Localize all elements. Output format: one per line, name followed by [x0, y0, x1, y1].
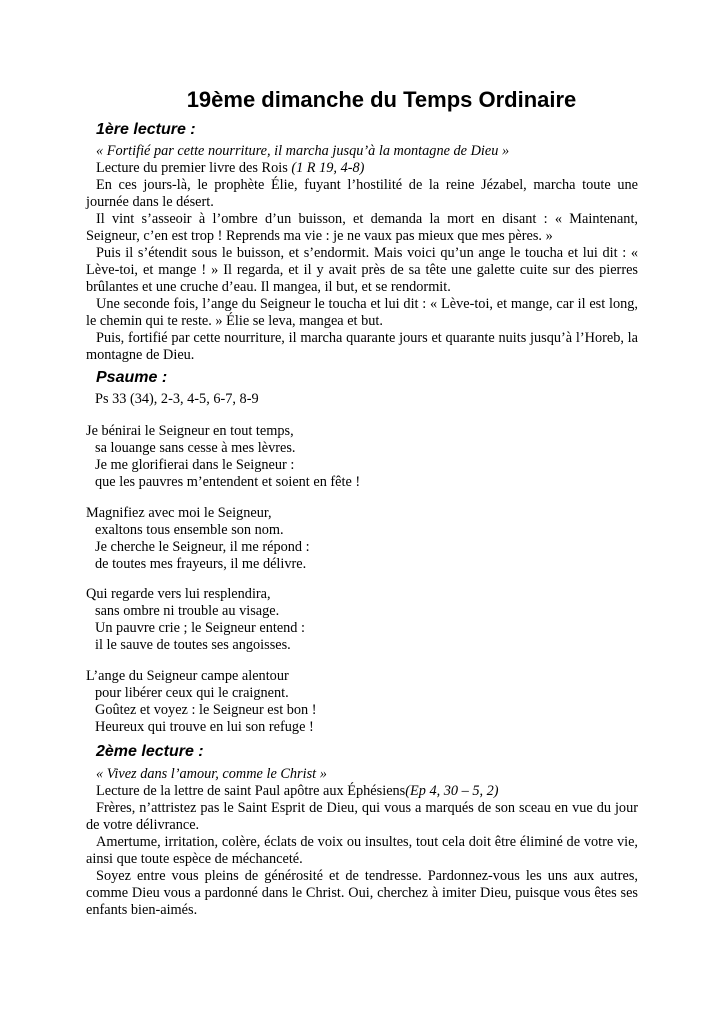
- psalm-line: exaltons tous ensemble son nom.: [95, 522, 284, 538]
- psalm-line: Qui regarde vers lui resplendira,: [86, 586, 271, 602]
- reading1-source-text: Lecture du premier livre des Rois: [96, 160, 292, 176]
- reading1-body: [86, 143, 638, 364]
- psalm-heading: Psaume :: [96, 369, 168, 386]
- psalm-stanza: [86, 505, 638, 573]
- reading2-quote: « Vivez dans l’amour, comme le Christ »: [96, 766, 327, 782]
- psalm-stanza: [86, 586, 638, 654]
- reading2-heading: 2ème lecture :: [96, 743, 204, 760]
- reading1-quote: « Fortifié par cette nourriture, il marcha jusqu’à la montagne de Dieu »: [96, 143, 510, 159]
- reading1-heading: 1ère lecture :: [96, 121, 196, 138]
- psalm-line: pour libérer ceux qui le craignent.: [95, 685, 289, 701]
- reading1-paragraph: Puis, fortifié par cette nourriture, il marcha quarante jours et quarante nuits jusqu’à l’Horeb, la montagne de Dieu.: [86, 330, 638, 363]
- reading1-paragraph: Il vint s’asseoir à l’ombre d’un buisson, et demanda la mort en disant : « Maintenant, Seigneur, c’en est trop ! Reprends ma vie : je ne vaux pas mieux que mes pères. »: [86, 211, 638, 244]
- psalm-line: Magnifiez avec moi le Seigneur,: [86, 505, 272, 521]
- psalm-line: que les pauvres m’entendent et soient en fête !: [95, 474, 361, 490]
- reading2-source: [86, 783, 638, 800]
- psalm-line: Heureux qui trouve en lui son refuge !: [95, 719, 314, 735]
- reading2-paragraph: Frères, n’attristez pas le Saint Esprit de Dieu, qui vous a marqués de son sceau en vue du jour de votre délivrance.: [86, 800, 638, 833]
- psalm-line: sans ombre ni trouble au visage.: [95, 603, 280, 619]
- psalm-line: de toutes mes frayeurs, il me délivre.: [95, 556, 307, 572]
- reading2-source-ref: (Ep 4, 30 – 5, 2): [405, 783, 499, 799]
- reading1-source-ref: (1 R 19, 4-8): [291, 160, 365, 176]
- page-title: 19ème dimanche du Temps Ordinaire: [186, 87, 577, 112]
- psalm-line: L’ange du Seigneur campe alentour: [86, 668, 289, 684]
- reading1-paragraph: Puis il s’étendit sous le buisson, et s’endormit. Mais voici qu’un ange le toucha et lui dit : « Lève-toi, et mange ! » Il regarda, et il y avait près de sa tête une galette cuite sur des pierres brûlantes et une cruche d’eau. Il mangea, il but, et se rendormit.: [86, 245, 638, 295]
- reading1-paragraph: Une seconde fois, l’ange du Seigneur le toucha et lui dit : « Lève-toi, et mange, car il est long, le chemin qui te reste. » Élie se leva, mangea et but.: [86, 296, 638, 329]
- psalm-ref: Ps 33 (34), 2-3, 4-5, 6-7, 8-9: [95, 391, 259, 407]
- reading1-paragraph: En ces jours-là, le prophète Élie, fuyant l’hostilité de la reine Jézabel, marcha toute une journée dans le désert.: [86, 177, 638, 210]
- reading2-paragraph: Soyez entre vous pleins de générosité et de tendresse. Pardonnez-vous les uns aux autres, comme Dieu vous a pardonné dans le Christ. Oui, cherchez à imiter Dieu, puisque vous êtes ses enfants bien-aimés.: [86, 868, 638, 918]
- psalm-line: Je bénirai le Seigneur en tout temps,: [86, 423, 294, 439]
- psalm-ref-block: [86, 391, 638, 408]
- psalm-line: il le sauve de toutes ses angoisses.: [95, 637, 291, 653]
- reading2-paragraph: Amertume, irritation, colère, éclats de voix ou insultes, tout cela doit être éliminé de votre vie, ainsi que toute espèce de méchanceté.: [86, 834, 638, 867]
- psalm-stanza: [86, 668, 638, 736]
- reading2-source-text: Lecture de la lettre de saint Paul apôtre aux Éphésiens: [96, 783, 406, 799]
- psalm-line: Je me glorifierai dans le Seigneur :: [95, 457, 295, 473]
- psalm-stanza: [86, 423, 638, 491]
- reading1-source: [86, 160, 638, 177]
- psalm-line: Je cherche le Seigneur, il me répond :: [95, 539, 310, 555]
- reading2-body: [86, 766, 638, 919]
- psalm-line: Goûtez et voyez : le Seigneur est bon !: [95, 702, 317, 718]
- psalm-line: sa louange sans cesse à mes lèvres.: [95, 440, 296, 456]
- psalm-line: Un pauvre crie ; le Seigneur entend :: [95, 620, 306, 636]
